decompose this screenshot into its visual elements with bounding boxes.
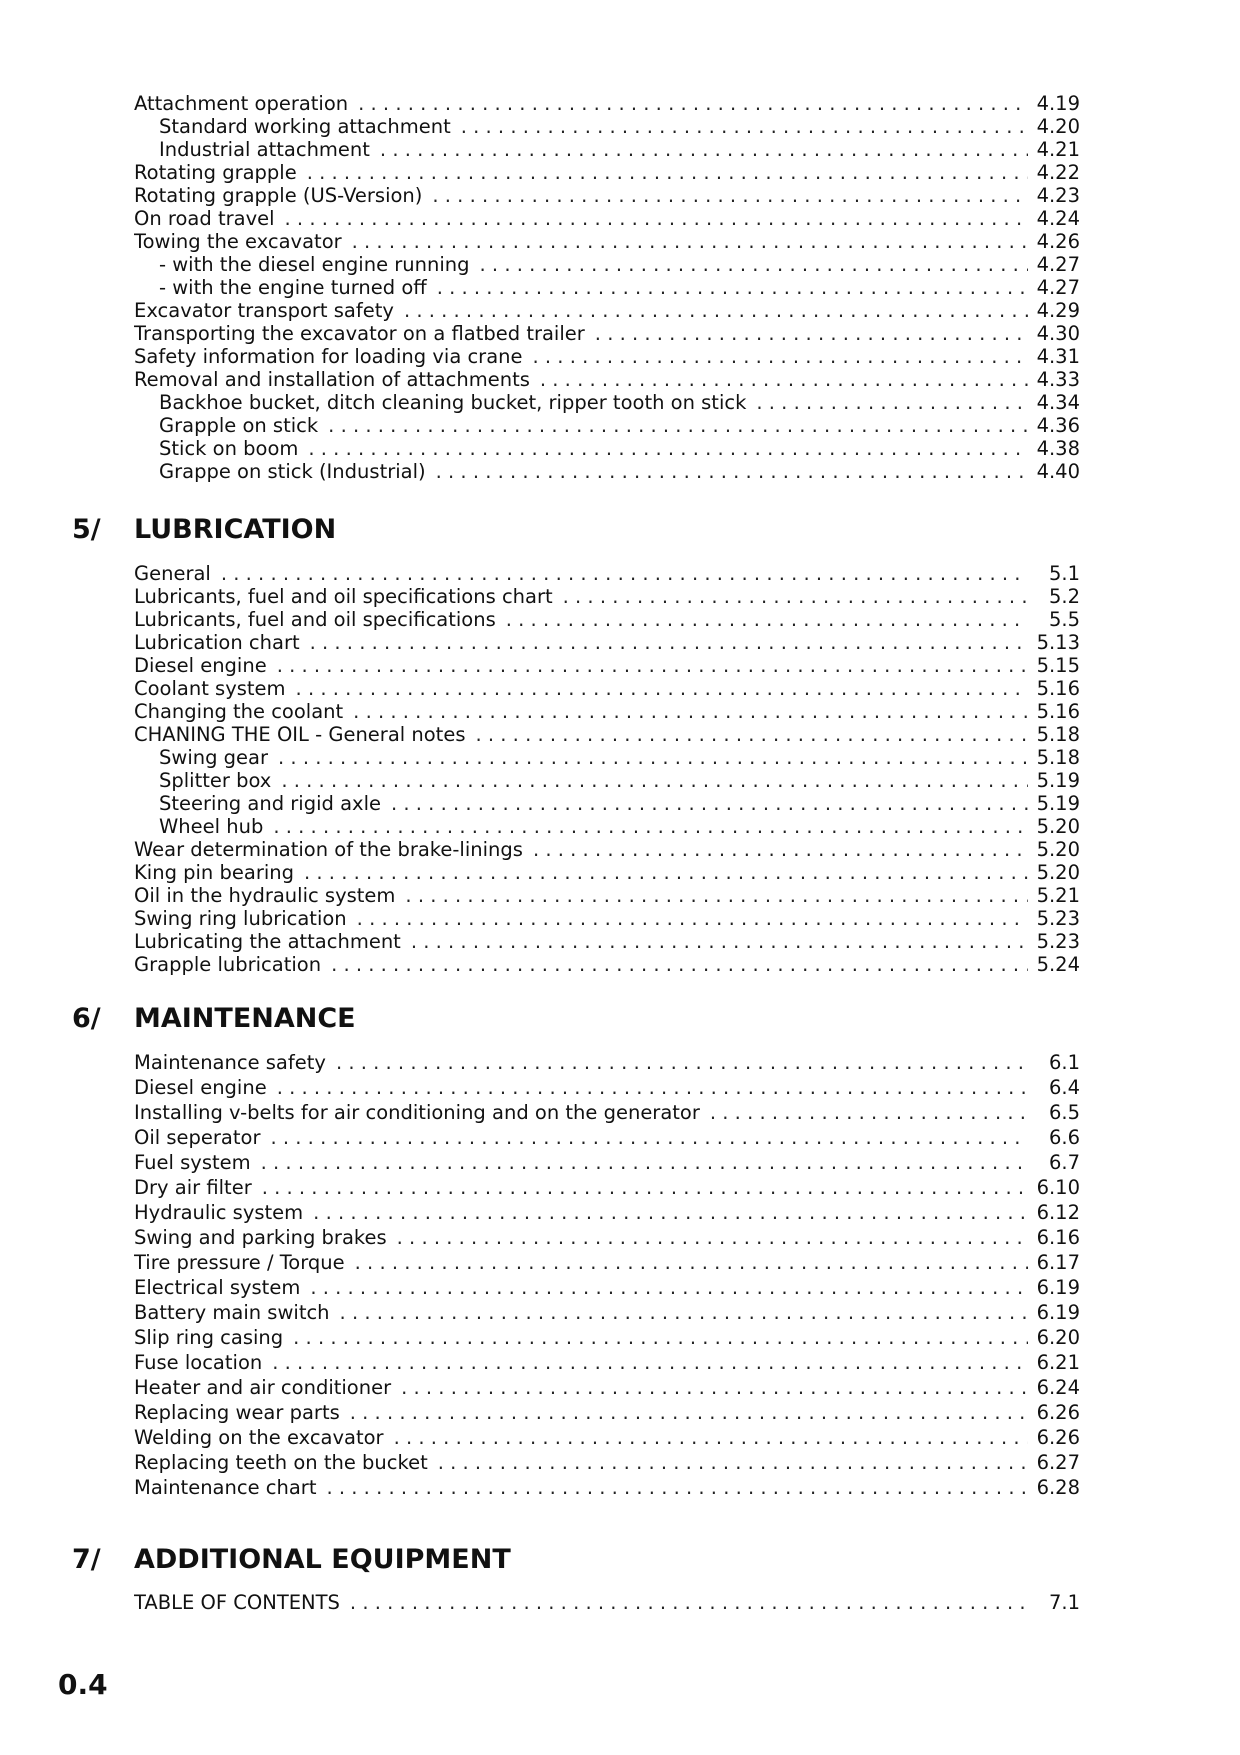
toc-entry-page: 5.23 xyxy=(1036,930,1080,953)
toc-entry-title: Electrical system xyxy=(134,1276,301,1299)
toc-entry xyxy=(134,792,1080,815)
toc-entry-page: 5.16 xyxy=(1036,677,1080,700)
toc-entry-title: CHANING THE OIL - General notes xyxy=(134,723,466,746)
toc-entry-page: 6.6 xyxy=(1048,1126,1080,1149)
toc-entry-title: Installing v-belts for air conditioning and on the generator xyxy=(134,1101,700,1124)
toc-entry-page: 4.38 xyxy=(1036,437,1080,460)
toc-entry-title: Steering and rigid axle xyxy=(159,792,381,815)
dot-leader xyxy=(563,585,1028,608)
dot-leader xyxy=(355,1250,1028,1275)
toc-entry-page: 5.24 xyxy=(1036,953,1080,976)
toc-entry-title: Heater and air conditioner xyxy=(134,1376,392,1399)
toc-entry xyxy=(134,1590,1080,1615)
toc-entry-page: 4.21 xyxy=(1036,138,1080,161)
toc-entry-page: 4.34 xyxy=(1036,391,1080,414)
page-number: 0.4 xyxy=(58,1668,108,1701)
toc-entry xyxy=(134,345,1080,368)
toc-entry-page: 5.1 xyxy=(1048,562,1080,585)
toc-entry-title: Grapple lubrication xyxy=(134,953,322,976)
toc-entry-title: Replacing wear parts xyxy=(134,1401,340,1424)
toc-entry-page: 6.19 xyxy=(1036,1276,1080,1299)
dot-leader xyxy=(272,1350,1028,1375)
dot-leader xyxy=(353,700,1028,723)
toc-entry xyxy=(134,677,1080,700)
toc-entry xyxy=(134,391,1080,414)
toc-entry-page: 5.18 xyxy=(1036,723,1080,746)
toc-entry-page: 5.19 xyxy=(1036,792,1080,815)
toc-entry-page: 4.22 xyxy=(1036,161,1080,184)
dot-leader xyxy=(262,1175,1028,1200)
toc-entry xyxy=(134,1125,1080,1150)
toc-entry-title: - with the engine turned off xyxy=(159,276,427,299)
toc-entry-title: Rotating grapple xyxy=(134,161,297,184)
toc-entry-page: 6.10 xyxy=(1036,1176,1080,1199)
section-number: 6/ xyxy=(72,1003,101,1034)
dot-leader xyxy=(352,230,1028,253)
toc-entry-title: Diesel engine xyxy=(134,1076,267,1099)
toc-entry-page: 4.33 xyxy=(1036,368,1080,391)
dot-leader xyxy=(411,930,1028,953)
toc-entry-page: 5.2 xyxy=(1048,585,1080,608)
toc-entry-title: Lubrication chart xyxy=(134,631,300,654)
toc-entry xyxy=(134,608,1080,631)
toc-entry xyxy=(134,276,1080,299)
toc-entry-title: Maintenance chart xyxy=(134,1476,317,1499)
toc-entry-page: 6.19 xyxy=(1036,1301,1080,1324)
toc-entry-page: 5.16 xyxy=(1036,700,1080,723)
section-number: 7/ xyxy=(72,1544,101,1575)
dot-leader xyxy=(397,1225,1028,1250)
section-heading-additional-equipment xyxy=(0,1542,1240,1578)
toc-entry-page: 6.24 xyxy=(1036,1376,1080,1399)
dot-leader xyxy=(221,562,1028,585)
toc-entry-title: Lubricants, fuel and oil specifications chart xyxy=(134,585,553,608)
toc-entry-page: 4.19 xyxy=(1036,92,1080,115)
toc-entry-title: Welding on the excavator xyxy=(134,1426,384,1449)
toc-entry-page: 6.20 xyxy=(1036,1326,1080,1349)
toc-entry-title: Oil seperator xyxy=(134,1126,261,1149)
dot-leader xyxy=(307,161,1028,184)
toc-entry xyxy=(134,230,1080,253)
toc-entry-title: Towing the excavator xyxy=(134,230,342,253)
toc-entry xyxy=(134,437,1080,460)
dot-leader xyxy=(270,1125,1028,1150)
toc-entry-page: 4.26 xyxy=(1036,230,1080,253)
dot-leader xyxy=(310,1275,1028,1300)
toc-entry-page: 6.1 xyxy=(1048,1051,1080,1074)
toc-entry-title: Coolant system xyxy=(134,677,286,700)
toc-entry-page: 4.27 xyxy=(1036,276,1080,299)
toc-entry xyxy=(134,723,1080,746)
section-title: MAINTENANCE xyxy=(134,1003,356,1034)
dot-leader xyxy=(437,276,1028,299)
toc-entry-title: Tire pressure / Torque xyxy=(134,1251,345,1274)
toc-entry-title: Swing ring lubrication xyxy=(134,907,347,930)
dot-leader xyxy=(278,746,1028,769)
toc-entry xyxy=(134,322,1080,345)
toc-entry xyxy=(134,115,1080,138)
toc-entry-page: 4.24 xyxy=(1036,207,1080,230)
toc-entry-page: 6.21 xyxy=(1036,1351,1080,1374)
dot-leader xyxy=(380,138,1028,161)
dot-leader xyxy=(273,815,1028,838)
dot-leader xyxy=(506,608,1028,631)
dot-leader xyxy=(756,391,1028,414)
dot-leader xyxy=(438,1450,1028,1475)
toc-entry xyxy=(134,460,1080,483)
toc-entry-title: Safety information for loading via crane xyxy=(134,345,523,368)
toc-entry-title: Oil in the hydraulic system xyxy=(134,884,396,907)
toc-entry-page: 5.18 xyxy=(1036,746,1080,769)
toc-entry xyxy=(134,138,1080,161)
toc-entry-page: 6.17 xyxy=(1036,1251,1080,1274)
toc-entry xyxy=(134,700,1080,723)
dot-leader xyxy=(328,414,1028,437)
toc-entry-page: 6.26 xyxy=(1036,1426,1080,1449)
toc-entry xyxy=(134,1425,1080,1450)
dot-leader xyxy=(277,1075,1028,1100)
toc-entry xyxy=(134,414,1080,437)
dot-leader xyxy=(331,953,1028,976)
section-title: LUBRICATION xyxy=(134,514,337,545)
toc-entry-title: Swing and parking brakes xyxy=(134,1226,387,1249)
toc-entry-page: 4.27 xyxy=(1036,253,1080,276)
toc-entry xyxy=(134,1450,1080,1475)
toc-entry-page: 6.26 xyxy=(1036,1401,1080,1424)
toc-entry-page: 5.21 xyxy=(1036,884,1080,907)
toc-entry-page: 6.7 xyxy=(1048,1151,1080,1174)
toc-entry-page: 5.19 xyxy=(1036,769,1080,792)
toc-entry xyxy=(134,907,1080,930)
toc-entry-title: Hydraulic system xyxy=(134,1201,304,1224)
dot-leader xyxy=(405,884,1028,907)
toc-entry-page: 4.20 xyxy=(1036,115,1080,138)
dot-leader xyxy=(313,1200,1028,1225)
dot-leader xyxy=(401,1375,1028,1400)
dot-leader xyxy=(357,907,1028,930)
toc-entry-page: 5.13 xyxy=(1036,631,1080,654)
toc-entry-title: Replacing teeth on the bucket xyxy=(134,1451,428,1474)
toc-entry xyxy=(134,1100,1080,1125)
dot-leader xyxy=(436,460,1028,483)
toc-entry xyxy=(134,1325,1080,1350)
toc-entry-title: General xyxy=(134,562,211,585)
toc-entry xyxy=(134,1225,1080,1250)
toc-entry-page: 5.15 xyxy=(1036,654,1080,677)
toc-entry xyxy=(134,585,1080,608)
toc-entry xyxy=(134,953,1080,976)
dot-leader xyxy=(336,1050,1028,1075)
toc-entry-title: Fuel system xyxy=(134,1151,251,1174)
toc-entry-title: Standard working attachment xyxy=(159,115,451,138)
toc-block-additional-equipment xyxy=(134,1590,1080,1615)
dot-leader xyxy=(310,631,1028,654)
dot-leader xyxy=(308,437,1028,460)
dot-leader xyxy=(261,1150,1028,1175)
toc-entry-title: Backhoe bucket, ditch cleaning bucket, ripper tooth on stick xyxy=(159,391,747,414)
toc-entry-title: Changing the coolant xyxy=(134,700,344,723)
toc-entry xyxy=(134,1200,1080,1225)
toc-entry-title: Excavator transport safety xyxy=(134,299,394,322)
toc-entry xyxy=(134,299,1080,322)
toc-block-maintenance xyxy=(134,1050,1080,1500)
toc-entry-page: 6.5 xyxy=(1048,1101,1080,1124)
toc-entry-title: Wheel hub xyxy=(159,815,264,838)
dot-leader xyxy=(304,861,1028,884)
toc-entry-page: 4.23 xyxy=(1036,184,1080,207)
toc-entry-title: Splitter box xyxy=(159,769,272,792)
dot-leader xyxy=(394,1425,1028,1450)
dot-leader xyxy=(480,253,1028,276)
toc-entry xyxy=(134,161,1080,184)
toc-entry xyxy=(134,207,1080,230)
toc-entry xyxy=(134,1375,1080,1400)
toc-entry xyxy=(134,746,1080,769)
dot-leader xyxy=(296,677,1028,700)
toc-block-section-4 xyxy=(134,92,1080,483)
toc-entry-title: Stick on boom xyxy=(159,437,299,460)
dot-leader xyxy=(432,184,1028,207)
toc-entry-page: 6.12 xyxy=(1036,1201,1080,1224)
toc-entry xyxy=(134,1075,1080,1100)
toc-entry xyxy=(134,368,1080,391)
toc-entry-title: Wear determination of the brake-linings xyxy=(134,838,523,861)
toc-entry-page: 6.16 xyxy=(1036,1226,1080,1249)
section-number: 5/ xyxy=(72,514,101,545)
toc-entry-title: Slip ring casing xyxy=(134,1326,284,1349)
toc-entry-page: 4.36 xyxy=(1036,414,1080,437)
toc-entry-title: TABLE OF CONTENTS xyxy=(134,1591,340,1614)
dot-leader xyxy=(358,92,1028,115)
toc-entry xyxy=(134,184,1080,207)
toc-entry-page: 4.31 xyxy=(1036,345,1080,368)
toc-block-lubrication xyxy=(134,562,1080,976)
toc-entry-title: Lubricating the attachment xyxy=(134,930,401,953)
toc-entry-title: Fuse location xyxy=(134,1351,263,1374)
toc-entry xyxy=(134,1250,1080,1275)
dot-leader xyxy=(281,769,1028,792)
toc-entry-page: 7.1 xyxy=(1048,1591,1080,1614)
dot-leader xyxy=(540,368,1028,391)
dot-leader xyxy=(350,1400,1028,1425)
toc-entry-title: Industrial attachment xyxy=(159,138,370,161)
toc-entry xyxy=(134,1175,1080,1200)
toc-entry-page: 4.40 xyxy=(1036,460,1080,483)
toc-entry xyxy=(134,1400,1080,1425)
toc-entry xyxy=(134,631,1080,654)
toc-entry-page: 5.5 xyxy=(1048,608,1080,631)
dot-leader xyxy=(277,654,1028,677)
toc-entry xyxy=(134,838,1080,861)
toc-entry-page: 5.20 xyxy=(1036,838,1080,861)
toc-entry xyxy=(134,1275,1080,1300)
dot-leader xyxy=(710,1100,1028,1125)
dot-leader xyxy=(340,1300,1028,1325)
toc-entry-title: Removal and installation of attachments xyxy=(134,368,530,391)
toc-entry-title: - with the diesel engine running xyxy=(159,253,470,276)
dot-leader xyxy=(595,322,1028,345)
toc-entry-title: Diesel engine xyxy=(134,654,267,677)
toc-entry xyxy=(134,1350,1080,1375)
toc-entry xyxy=(134,769,1080,792)
dot-leader xyxy=(285,207,1028,230)
toc-entry-page: 6.4 xyxy=(1048,1076,1080,1099)
toc-entry xyxy=(134,654,1080,677)
toc-entry-page: 6.27 xyxy=(1036,1451,1080,1474)
dot-leader xyxy=(404,299,1028,322)
dot-leader xyxy=(461,115,1028,138)
toc-entry xyxy=(134,930,1080,953)
toc-entry xyxy=(134,562,1080,585)
toc-entry-title: Grappe on stick (Industrial) xyxy=(159,460,426,483)
toc-entry-title: Grapple on stick xyxy=(159,414,319,437)
toc-entry-title: Maintenance safety xyxy=(134,1051,326,1074)
toc-entry xyxy=(134,1300,1080,1325)
dot-leader xyxy=(293,1325,1028,1350)
toc-entry xyxy=(134,884,1080,907)
toc-entry xyxy=(134,815,1080,838)
dot-leader xyxy=(326,1475,1028,1500)
toc-entry-title: Attachment operation xyxy=(134,92,349,115)
dot-leader xyxy=(533,838,1028,861)
toc-entry xyxy=(134,1150,1080,1175)
toc-entry-title: Battery main switch xyxy=(134,1301,330,1324)
dot-leader xyxy=(475,723,1028,746)
toc-entry-title: Swing gear xyxy=(159,746,269,769)
toc-entry xyxy=(134,92,1080,115)
toc-entry xyxy=(134,1050,1080,1075)
toc-entry-title: On road travel xyxy=(134,207,275,230)
toc-entry-page: 5.20 xyxy=(1036,815,1080,838)
section-heading-maintenance xyxy=(0,1001,1240,1037)
toc-entry-page: 5.20 xyxy=(1036,861,1080,884)
toc-entry-title: Dry air filter xyxy=(134,1176,252,1199)
toc-entry-title: Transporting the excavator on a flatbed trailer xyxy=(134,322,585,345)
dot-leader xyxy=(533,345,1028,368)
toc-entry-page: 6.28 xyxy=(1036,1476,1080,1499)
toc-entry-page: 4.29 xyxy=(1036,299,1080,322)
toc-entry xyxy=(134,253,1080,276)
dot-leader xyxy=(391,792,1028,815)
toc-entry-page: 5.23 xyxy=(1036,907,1080,930)
toc-entry-title: Lubricants, fuel and oil specifications xyxy=(134,608,496,631)
dot-leader xyxy=(350,1590,1028,1615)
toc-entry xyxy=(134,861,1080,884)
toc-entry-page: 4.30 xyxy=(1036,322,1080,345)
section-title: ADDITIONAL EQUIPMENT xyxy=(134,1544,511,1575)
toc-entry-title: Rotating grapple (US-Version) xyxy=(134,184,423,207)
section-heading-lubrication xyxy=(0,512,1240,548)
toc-entry-title: King pin bearing xyxy=(134,861,294,884)
toc-entry xyxy=(134,1475,1080,1500)
